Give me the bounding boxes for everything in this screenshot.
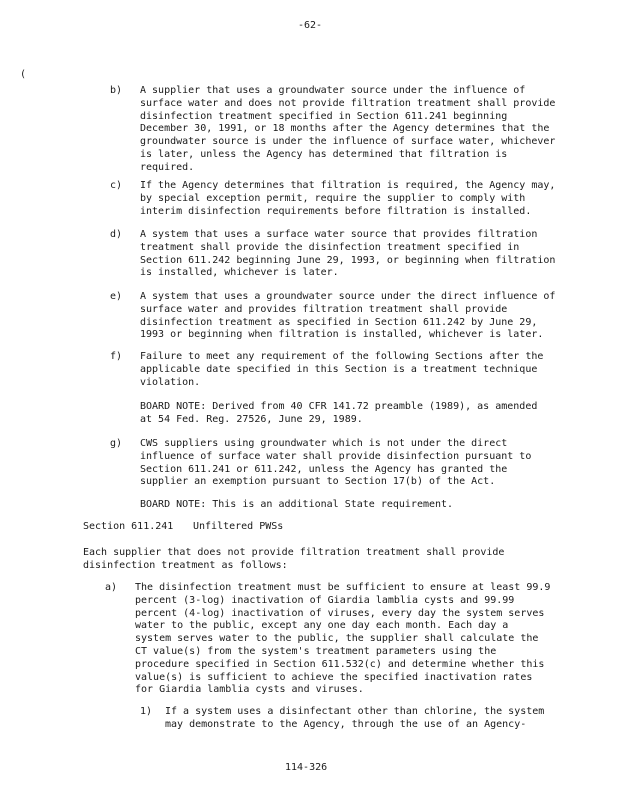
text-line: at 54 Fed. Reg. 27526, June 29, 1989. bbox=[140, 413, 363, 425]
item-e-text bbox=[140, 291, 555, 342]
text-line: The disinfection treatment must be sufficient to ensure at least 99.9 bbox=[135, 582, 551, 593]
item-b-text bbox=[140, 85, 555, 175]
text-line: disinfection treatment specified in Section 611.241 beginning bbox=[140, 110, 508, 122]
text-line: may demonstrate to the Agency, through the use of an Agency- bbox=[165, 718, 527, 730]
text-line: water to the public, except any one day each month. Each day a bbox=[135, 620, 509, 632]
board-note-2 bbox=[140, 499, 453, 512]
text-line: December 30, 1991, or 18 months after the Agency determines that the bbox=[140, 123, 550, 135]
text-line: is later, unless the Agency has determined that filtration is bbox=[140, 148, 508, 160]
text-line: groundwater source is under the influence of surface water, whichever bbox=[140, 136, 556, 148]
subsection-label-a: a) bbox=[105, 582, 118, 593]
text-line: If the Agency determines that filtration is required, the Agency may, bbox=[140, 180, 556, 191]
text-line: supplier an exemption pursuant to Section 17(b) of the Act. bbox=[140, 476, 496, 488]
section-number: Section 611.241 bbox=[83, 521, 174, 532]
margin-mark: ( bbox=[20, 69, 27, 80]
item-label-c: c) bbox=[110, 180, 123, 191]
text-line: disinfection treatment as specified in Section 611.242 by June 29, bbox=[140, 316, 538, 328]
text-line: BOARD NOTE: This is an additional State requirement. bbox=[140, 499, 454, 510]
text-line: Section 611.242 beginning June 29, 1993, or beginning when filtration bbox=[140, 254, 556, 266]
subsection-label-1: 1) bbox=[140, 706, 153, 717]
item-f-text bbox=[140, 351, 543, 389]
text-line: Each supplier that does not provide filtration treatment shall provide bbox=[83, 547, 505, 558]
text-line: CWS suppliers using groundwater which is not under the direct bbox=[140, 438, 508, 449]
text-line: value(s) is sufficient to achieve the specified inactivation rates bbox=[135, 671, 533, 683]
text-line: treatment shall provide the disinfection treatment specified in bbox=[140, 241, 520, 253]
item-label-f: f) bbox=[110, 351, 123, 362]
text-line: for Giardia lamblia cysts and viruses. bbox=[135, 684, 364, 696]
board-note-1 bbox=[140, 401, 537, 427]
footer-page-number: 114-326 bbox=[285, 762, 328, 773]
text-line: by special exception permit, require the supplier to comply with bbox=[140, 192, 526, 204]
text-line: is installed, whichever is later. bbox=[140, 267, 339, 279]
subsection-1-text bbox=[165, 706, 544, 732]
page-number-top: -62- bbox=[298, 20, 323, 31]
text-line: system serves water to the public, the supplier shall calculate the bbox=[135, 633, 539, 645]
section-intro bbox=[83, 547, 504, 573]
text-line: interim disinfection requirements before filtration is installed. bbox=[140, 205, 532, 217]
item-d-text bbox=[140, 229, 555, 280]
text-line: required. bbox=[140, 161, 195, 173]
text-line: applicable date specified in this Section is a treatment technique bbox=[140, 363, 538, 375]
text-line: procedure specified in Section 611.532(c) and determine whether this bbox=[135, 658, 545, 670]
text-line: Failure to meet any requirement of the following Sections after the bbox=[140, 351, 544, 362]
text-line: surface water and provides filtration treatment shall provide bbox=[140, 303, 508, 315]
item-label-g: g) bbox=[110, 438, 123, 449]
item-label-e: e) bbox=[110, 291, 123, 302]
text-line: BOARD NOTE: Derived from 40 CFR 141.72 preamble (1989), as amended bbox=[140, 401, 538, 412]
text-line: violation. bbox=[140, 376, 201, 388]
item-g-text bbox=[140, 438, 531, 489]
text-line: percent (4-log) inactivation of viruses, every day the system serves bbox=[135, 607, 545, 619]
text-line: disinfection treatment as follows: bbox=[83, 559, 288, 571]
text-line: influence of surface water shall provide disinfection pursuant to bbox=[140, 450, 532, 462]
text-line: Section 611.241 or 611.242, unless the Agency has granted the bbox=[140, 463, 508, 475]
text-line: If a system uses a disinfectant other than chlorine, the system bbox=[165, 706, 545, 717]
item-label-d: d) bbox=[110, 229, 123, 240]
text-line: A system that uses a surface water source that provides filtration bbox=[140, 229, 538, 240]
section-title: Unfiltered PWSs bbox=[193, 521, 284, 532]
text-line: surface water and does not provide filtration treatment shall provide bbox=[140, 97, 556, 109]
item-label-b: b) bbox=[110, 85, 123, 96]
text-line: A supplier that uses a groundwater source under the influence of bbox=[140, 85, 526, 96]
text-line: A system that uses a groundwater source under the direct influence of bbox=[140, 291, 556, 302]
subsection-a-text bbox=[135, 582, 550, 697]
text-line: percent (3-log) inactivation of Giardia lamblia cysts and 99.99 bbox=[135, 594, 515, 606]
item-c-text bbox=[140, 180, 555, 218]
text-line: CT value(s) from the system's treatment parameters using the bbox=[135, 645, 497, 657]
text-line: 1993 or beginning when filtration is installed, whichever is later. bbox=[140, 329, 544, 341]
